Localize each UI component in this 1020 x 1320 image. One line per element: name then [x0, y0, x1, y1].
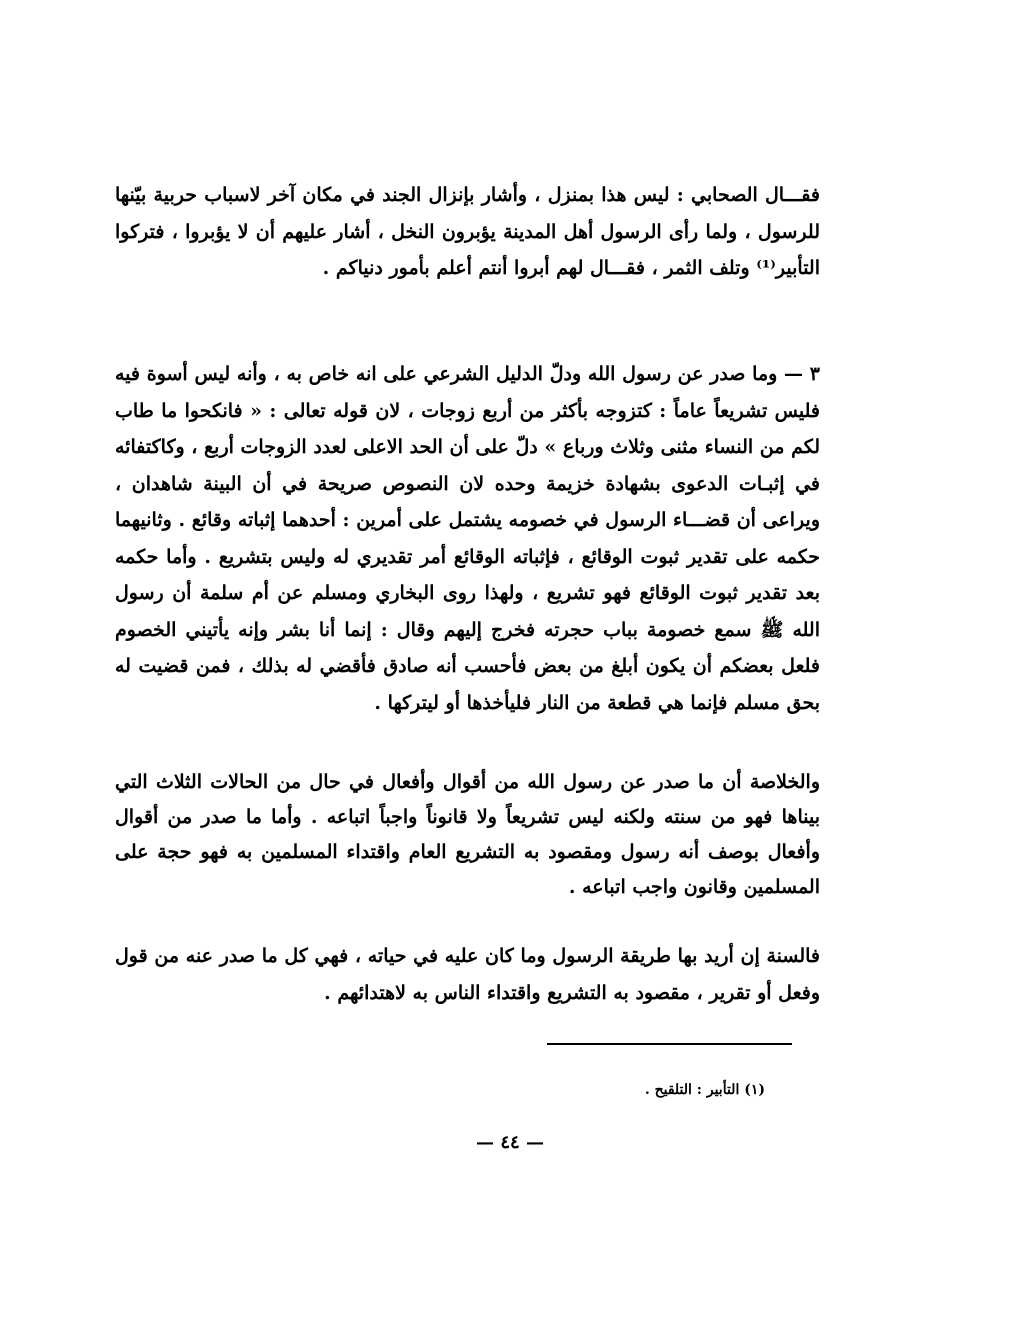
footnote-divider: [547, 1043, 792, 1045]
paragraph-4: [115, 938, 820, 1011]
paragraph-3-text: والخلاصة أن ما صدر عن رسول الله من أقوال وأفعال في حال من الحالات الثلاث التي بيناها فهو من سنته ولكنه ليس تشريعاً ولا قانوناً واجباً اتباعه . وأما ما صدر من أقوال وأفعال بوصف أنه رسول ومقصود به التشريع العام واقتداء المسلمين به فهو حجة على المسلمين وقانون واجب اتباعه .: [115, 771, 820, 898]
paragraph-2-text: ٣ — وما صدر عن رسول الله ودلّ الدليل الشرعي على انه خاص به ، وأنه ليس أسوة فيه فليس تشريعاً عاماً : كتزوجه بأكثر من أربع زوجات ، لان قوله تعالى : « فانكحوا ما طاب لكم من النساء مثنى وثلاث ورباع » دلّ على أن الحد الاعلى لعدد الزوجات أربع ، وكاكتفائه في إثبـات الدعوى بشهادة خزيمة وحده لان النصوص صريحة في أن البينة شاهدان ، ويراعى أن قضـــاء الرسول في خصومه يشتمل على أمرين : أحدهما إثباته وقائع . وثانيهما حكمه على تقدير ثبوت الوقائع ، فإثباته الوقائع أمر تقديري له وليس بتشريع . وأما حكمه بعد تقدير ثبوت الوقائع فهو تشريع ، ولهذا روى البخاري ومسلم عن أم سلمة أن رسول الله ﷺ سمع خصومة بباب حجرته فخرج إليهم وقال : إنما أنا بشر وإنه يأتيني الخصوم فلعل بعضكم أن يكون أبلغ من بعض فأحسب أنه صادق فأقضي له بذلك ، فمن قضيت له بحق مسلم فإنما هي قطعة من النار فليأخذها أو ليتركها .: [115, 363, 820, 714]
paragraph-3: [115, 765, 820, 905]
paragraph-1: [115, 177, 820, 287]
paragraph-4-text: فالسنة إن أريد بها طريقة الرسول وما كان عليه في حياته ، فهي كل ما صدر عنه من قول وفعل أو تقرير ، مقصود به التشريع واقتداء الناس به لاهتدائهم .: [115, 945, 820, 1004]
paragraph-1-text: فقـــال الصحابي : ليس هذا بمنزل ، وأشار بإنزال الجند في مكان آخر لاسباب حربية بيّنها للرسول ، ولما رأى الرسول أهل المدينة يؤبرون النخل ، أشار عليهم أن لا يؤبروا ، فتركوا التأبير⁽¹⁾ وتلف الثمر ، فقـــال لهم أبروا أنتم أعلم بأمور دنياكم .: [115, 184, 820, 279]
footnote: (١) التأبير : التلقيح .: [644, 1082, 765, 1098]
paragraph-2: [115, 356, 820, 721]
page-number: — ٤٤ —: [476, 1132, 544, 1153]
